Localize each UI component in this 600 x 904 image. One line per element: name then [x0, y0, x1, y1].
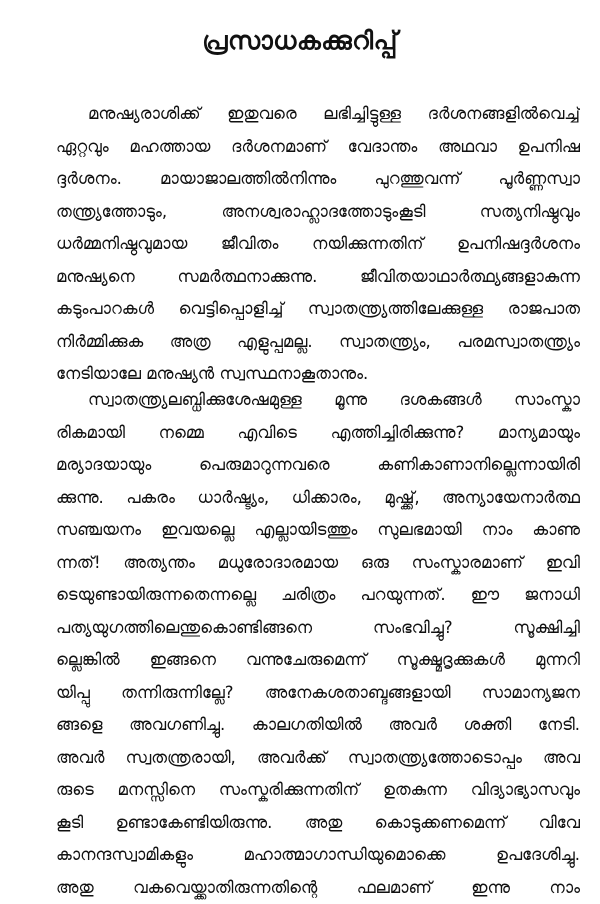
text-line: മനുഷ്യരാശിക്ക് ഇതുവരെ ലഭിച്ചിട്ടുള്ള ദർശനങ്ങളിൽവെച്ച് — [56, 98, 580, 131]
text-line: ഏറ്റവും മഹത്തായ ദർശനമാണ് വേദാന്തം അഥവാ ഉപനിഷ — [56, 131, 580, 164]
text-line: രികമായി നമ്മെ എവിടെ എത്തിച്ചിരിക്കുന്നു? മാന്യമായും — [56, 417, 580, 450]
text-line: ക്കുന്നു. പകരം ധാർഷ്ട്യം, ധിക്കാരം, മുഷ്ക്ക്, അന്യായേനാർത്ഥ — [56, 482, 580, 515]
text-line: ദ്ദർശനം. മായാജാലത്തിൽനിന്നും പുറത്തുവന്ന് പൂർണ്ണസ്വാ — [56, 163, 580, 196]
paragraph-1 — [56, 98, 580, 391]
text-line: മര്യാദയായും പെരുമാറുന്നവരെ കണികാണാനില്ലെന്നായിരി — [56, 449, 580, 482]
text-line: ല്ലെങ്കിൽ ഇങ്ങനെ വന്നുചേരുമെന്ന് സൂക്ഷ്മദൃക്കുകൾ മുന്നറി — [56, 644, 580, 677]
text-line: നേടിയാലേ മനുഷ്യൻ സ്വസ്ഥനാകൂതാനും. — [56, 358, 580, 391]
text-line: തന്ത്ര്യത്തോടും, അനശ്വരാഹ്ലാദത്തോടുംകൂടി സത്യനിഷ്ഠവും — [56, 196, 580, 229]
text-line: കാനന്ദസ്വാമികളും മഹാത്മാഗാന്ധിയുമൊക്കെ ഉപദേശിച്ചു. — [56, 839, 580, 872]
text-line: സഞ്ചയനം ഇവയല്ലെ എല്ലായിടത്തും സുലഭമായി നാം കാണു — [56, 514, 580, 547]
text-line: പത്യയുഗത്തിലെന്തുകൊണ്ടിങ്ങനെ സംഭവിച്ചു? സൂക്ഷിച്ചി — [56, 612, 580, 645]
text-line: കടുംപാറകൾ വെട്ടിപ്പൊളിച്ച് സ്വാതന്ത്ര്യത്തിലേക്കുള്ള രാജപാത — [56, 293, 580, 326]
text-line: ന്നത്! അത്യന്തം മധുരോദാരമായ ഒരു സംസ്കാരമാണ് ഇവി — [56, 547, 580, 580]
text-line: മനുഷ്യനെ സമർത്ഥനാക്കുന്നു. ജീവിതയാഥാർത്ഥ്യങ്ങളാകുന്ന — [56, 261, 580, 294]
text-line: ധർമ്മനിഷ്ഠവുമായ ജീവിതം നയിക്കുന്നതിന് ഉപനിഷദ്ദർശനം — [56, 228, 580, 261]
text-line: സ്വാതന്ത്ര്യലബ്ധിക്കുശേഷമുള്ള മൂന്നു ദശകങ്ങൾ സാംസ്കാ — [56, 384, 580, 417]
text-line: അതു വകവെയ്ക്കാതിരുന്നതിന്റെ ഫലമാണ് ഇന്നു നാം — [56, 872, 580, 904]
paragraph-2 — [56, 384, 580, 904]
text-line: യിപ്പു തന്നിരുന്നില്ലേ? അനേകശതാബ്ദങ്ങളായി സാമാന്യജന — [56, 677, 580, 710]
text-line: കൂടി ഉണ്ടാകേണ്ടിയിരുന്നു. അതു കൊടുക്കണമെന്ന് വിവേ — [56, 807, 580, 840]
text-line: ങ്ങളെ അവഗണിച്ചു. കാലഗതിയിൽ അവർ ശക്തി നേടി. — [56, 709, 580, 742]
text-line: അവർ സ്വതന്ത്രരായി, അവർക്ക് സ്വാതന്ത്ര്യത്തോടൊപ്പം അവ — [56, 742, 580, 775]
text-line: രുടെ മനസ്സിനെ സംസ്കരിക്കുന്നതിന് ഉതകുന്ന വിദ്യാഭ്യാസവും — [56, 774, 580, 807]
page-title: പ്രസാധകക്കുറിപ്പ് — [0, 26, 600, 56]
text-line: ടെയുണ്ടായിരുന്നതെന്നല്ലെ ചരിത്രം പറയുന്നത്. ഈ ജനാധി — [56, 579, 580, 612]
text-line: നിർമ്മിക്കുക അത്ര എളുപ്പമല്ല. സ്വാതന്ത്ര്യം, പരമസ്വാതന്ത്ര്യം — [56, 326, 580, 359]
